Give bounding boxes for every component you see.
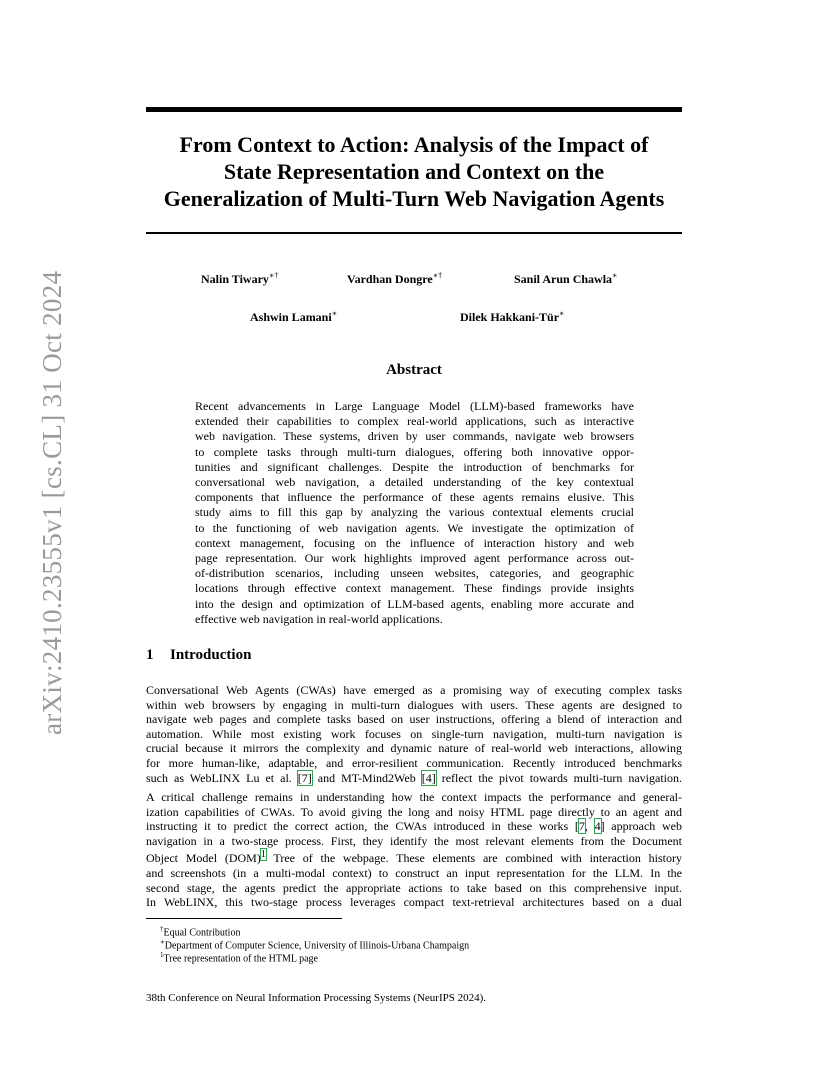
title-line: From Context to Action: Analysis of the Impact of <box>179 132 649 157</box>
title-top-rule <box>146 107 682 112</box>
title-line: Generalization of Multi-Turn Web Navigation Agents <box>163 186 665 211</box>
abstract-line: study aims to fill this gap by analyzing the various contextual elements crucial <box>195 505 634 520</box>
author-affiliation-marks: ∗† <box>432 271 443 280</box>
paragraph-line: second stage, the agents predict the appropriate actions to take based on this comprehensive input. <box>146 880 682 895</box>
footnote-link[interactable]: 1 <box>260 849 266 861</box>
abstract-line: page representation. Our work highlights improved agent performance across out- <box>195 551 634 566</box>
paragraph-line: Conversational Web Agents (CWAs) have emerged as a promising way of executing complex tasks <box>146 683 682 697</box>
text-run: , <box>584 819 595 834</box>
abstract-line: locations through effective context management. These findings provide insights <box>195 581 634 596</box>
citation-link[interactable]: [4] <box>421 770 436 785</box>
author-affiliation-marks: ∗ <box>612 271 618 280</box>
paragraph-line: navigation in a two-stage process. First, they identify the most relevant elements from the Document <box>146 833 682 848</box>
abstract-line: context management, focusing on the influence of interaction history and web <box>195 535 634 550</box>
paper-title <box>146 131 682 212</box>
arxiv-identifier: arXiv:2410.23555v1 [cs.CL] 31 Oct 2024 <box>37 270 67 735</box>
citation-link[interactable]: [7] <box>297 770 312 785</box>
abstract-line: to complete tasks through multi-turn dialogues, offering both innovative oppor- <box>195 444 634 459</box>
paragraph-line: for more human-like, adaptable, and error-resilient communication. Recently introduced benchmarks <box>146 755 682 770</box>
paragraph-line <box>146 771 682 786</box>
footnote-text: Tree representation of the HTML page <box>163 953 318 965</box>
author-name: Ashwin Lamani <box>250 310 332 324</box>
abstract-line: conversational web navigation, a detailed understanding of the key contextual <box>195 475 634 490</box>
paragraph-line: A critical challenge remains in understanding how the context impacts the performance and general- <box>146 790 682 804</box>
text-run: Tree of the webpage. These elements are combined with interaction history <box>265 851 682 866</box>
abstract-line: effective web navigation in real-world applications. <box>195 611 443 626</box>
intro-paragraph-1 <box>146 683 682 785</box>
text-run: [ <box>574 819 579 834</box>
author-name: Vardhan Dongre <box>347 272 433 286</box>
abstract-line: web navigation. These systems, driven by user commands, navigate web browsers <box>195 429 634 444</box>
author-name: Sanil Arun Chawla <box>514 272 613 286</box>
section-heading <box>146 647 251 664</box>
title-line: State Representation and Context on the <box>223 159 605 184</box>
footnote-mark: † <box>160 925 164 933</box>
conference-note: 38th Conference on Neural Information Processing Systems (NeurIPS 2024). <box>146 992 487 1004</box>
abstract-line: Recent advancements in Large Language Model (LLM)-based frameworks have <box>195 399 634 413</box>
author <box>514 271 617 287</box>
abstract-line: to the functioning of web navigation agents. We investigate the optimization of <box>195 520 634 535</box>
paragraph-line: automation. While most existing work focuses on single-turn navigation, multi-turn navigation is <box>146 726 682 741</box>
abstract-line: components that influence the performance of these agents remains elusive. This <box>195 490 634 505</box>
paragraph-line <box>146 848 682 866</box>
title-bottom-rule <box>146 232 682 234</box>
text-run: Object Model (DOM) <box>146 851 261 866</box>
footnote-text: Department of Computer Science, University of Illinois-Urbana Champaign <box>164 940 470 952</box>
intro-paragraph-2 <box>146 790 682 910</box>
abstract-line: tunities and significant challenges. Despite the introduction of benchmarks for <box>195 459 634 474</box>
author-affiliation-marks: ∗† <box>268 271 279 280</box>
footnote <box>160 949 318 965</box>
text-run: reflect the pivot towards multi-turn navigation. <box>435 770 683 785</box>
paragraph-line: navigate web pages and complete tasks based on user instructions, offering a blend of interaction and <box>146 712 682 727</box>
paragraph-line: and screenshots (in a multi-modal context) to construct an input representation for the LLM. In the <box>146 865 682 880</box>
abstract-line: of-distribution scenarios, including unseen websites, categories, and geographic <box>195 566 634 581</box>
author <box>201 271 278 287</box>
author <box>347 271 442 287</box>
citation-link[interactable]: 7 <box>578 819 585 834</box>
paragraph-line: within web browsers by engaging in multi-turn dialogues with users. These agents are designed to <box>146 697 682 712</box>
text-run: ] <box>600 819 605 834</box>
citation-link[interactable]: 4 <box>594 819 601 834</box>
author-affiliation-marks: ∗ <box>331 309 338 318</box>
paragraph-line: crucial because it mirrors the complexity and dynamic nature of real-world web interactions, allowing <box>146 741 682 756</box>
footnote-mark: 1 <box>160 951 164 959</box>
footnote-mark: ∗ <box>160 938 165 946</box>
author-affiliation-marks: ∗ <box>559 309 565 318</box>
author <box>250 309 337 325</box>
abstract-line: into the design and optimization of LLM-based agents, enabling more accurate and <box>195 596 634 611</box>
abstract-body <box>195 399 634 627</box>
author <box>460 309 564 325</box>
abstract-line: extended their capabilities to complex real-world applications, such as interactive <box>195 414 634 429</box>
text-run: such as WebLINX Lu et al. <box>146 770 298 785</box>
text-run: approach web <box>604 819 682 834</box>
paragraph-line: ization capabilities of CWAs. To avoid giving the long and noisy HTML page directly to an agent and <box>146 804 682 819</box>
footnote-text: Equal Contribution <box>163 927 241 939</box>
paragraph-line: In WebLINX, this two-stage process leverages compact text-retrieval architectures based on a dual <box>146 895 682 910</box>
text-run: instructing it to predict the correct action, the CWAs introduced in these works <box>146 819 575 834</box>
text-run: and MT-Mind2Web <box>311 770 422 785</box>
author-name: Nalin Tiwary <box>201 272 269 286</box>
section-title: Introduction <box>170 647 252 663</box>
abstract-heading: Abstract <box>386 362 442 378</box>
paragraph-line <box>146 819 682 834</box>
author-name: Dilek Hakkani-Tür <box>460 310 560 324</box>
section-number: 1 <box>146 647 154 663</box>
footnote-rule <box>146 918 342 919</box>
